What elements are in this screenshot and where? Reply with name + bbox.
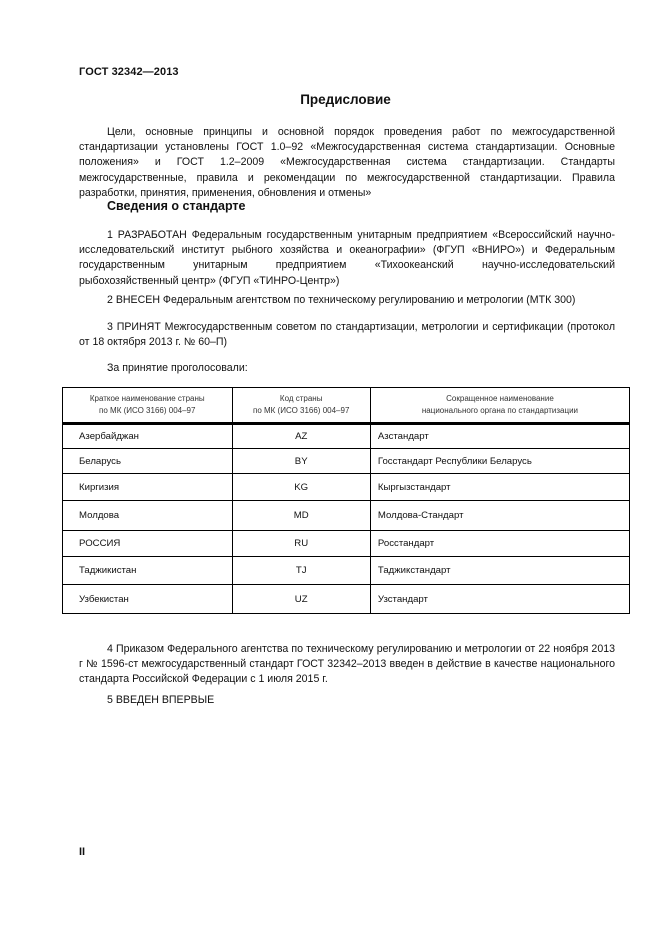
org-cell: Узстандарт <box>370 585 629 614</box>
table-row <box>63 474 630 501</box>
code-cell: AZ <box>232 424 370 449</box>
header-line: национального органа по стандартизации <box>421 406 579 415</box>
preface-paragraph: Цели, основные принципы и основной порядок проведения работ по межгосударственной стандартизации установлены ГОСТ 1.0–92 «Межгосударственная система стандартизации. Основные положения» и ГОСТ 1.2–2009 «Межгосударственная система стандартизации. Стандарты межгосударственные, правила и рекомендации по межгосударственной стандартизации. Правила разработки, принятия, применения, обновления и отмены» <box>79 126 615 199</box>
code-cell: UZ <box>232 585 370 614</box>
column-header-country <box>63 388 233 424</box>
table-row <box>63 531 630 557</box>
code-cell: KG <box>232 474 370 501</box>
table-row <box>63 449 630 474</box>
table-row <box>63 585 630 614</box>
country-cell: Узбекистан <box>63 585 233 614</box>
code-cell: RU <box>232 531 370 557</box>
country-cell: Таджикистан <box>63 557 233 585</box>
table-header-row <box>63 388 630 424</box>
voted-label: За принятие проголосовали: <box>107 362 248 374</box>
country-cell: Молдова <box>63 501 233 531</box>
org-cell: Росстандарт <box>370 531 629 557</box>
code-cell: MD <box>232 501 370 531</box>
info-item-1: 1 РАЗРАБОТАН Федеральным государственным унитарным предприятием «Всероссийский научно-исследовательский институт рыбного хозяйства и океанографии» (ФГУП «ВНИРО») и Федеральным государственным унитарным предприятием «Тихоокеанский научно-исследовательский рыбохозяйственный центр» (ФГУП «ТИНРО-Центр») <box>79 229 615 287</box>
org-cell: Азстандарт <box>370 424 629 449</box>
country-cell: Киргизия <box>63 474 233 501</box>
voting-countries-table <box>62 387 630 614</box>
country-cell: РОССИЯ <box>63 531 233 557</box>
info-item-5: 5 ВВЕДЕН ВПЕРВЫЕ <box>107 694 215 706</box>
code-cell: TJ <box>232 557 370 585</box>
code-cell: BY <box>232 449 370 474</box>
org-cell: Кыргызстандарт <box>370 474 629 501</box>
header-line: по МК (ИСО 3166) 004–97 <box>253 406 350 415</box>
info-item-3: 3 ПРИНЯТ Межгосударственным советом по стандартизации, метрологии и сертификации (протокол от 18 октября 2013 г. № 60–П) <box>79 321 615 349</box>
org-cell: Молдова-Стандарт <box>370 501 629 531</box>
country-cell: Беларусь <box>63 449 233 474</box>
document-id-header: ГОСТ 32342—2013 <box>79 66 179 78</box>
org-cell: Госстандарт Республики Беларусь <box>370 449 629 474</box>
header-line: по МК (ИСО 3166) 004–97 <box>99 406 196 415</box>
header-line: Сокращенное наименование <box>446 393 554 403</box>
header-line: Краткое наименование страны <box>89 393 205 403</box>
table-row <box>63 557 630 585</box>
org-cell: Таджикстандарт <box>370 557 629 585</box>
preface-title: Предисловие <box>300 92 391 107</box>
table-row <box>63 501 630 531</box>
page-number: II <box>79 846 86 858</box>
header-line: Код страны <box>279 393 323 403</box>
table-row <box>63 424 630 449</box>
column-header-code <box>232 388 370 424</box>
column-header-org <box>370 388 629 424</box>
info-item-4: 4 Приказом Федерального агентства по техническому регулированию и метрологии от 22 ноября 2013 г № 1596-ст межгосударственный стандарт ГОСТ 32342–2013 введен в действие в качестве национального стандарта Российской Федерации с 1 июля 2015 г. <box>79 643 615 686</box>
standard-info-heading: Сведения о стандарте <box>107 199 246 213</box>
info-item-2: 2 ВНЕСЕН Федеральным агентством по техническому регулированию и метрологии (МТК 300) <box>107 294 576 306</box>
country-cell: Азербайджан <box>63 424 233 449</box>
